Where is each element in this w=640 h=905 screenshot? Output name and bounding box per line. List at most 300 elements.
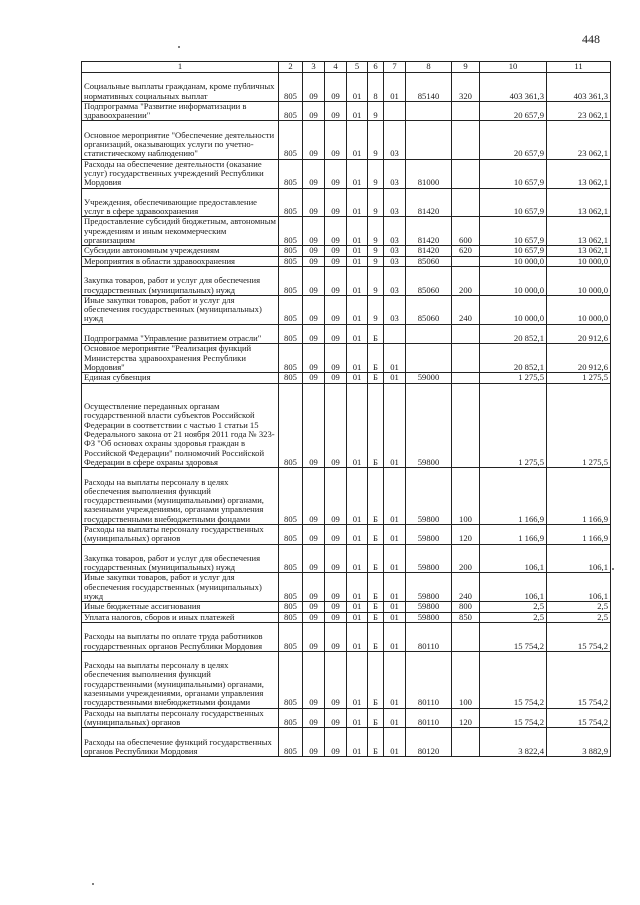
row-amount-year2: 15 754,2 (547, 651, 611, 708)
row-admin-code: 805 (279, 266, 303, 295)
row-subprogram-code: Б (368, 383, 384, 468)
row-expense-type (452, 188, 480, 217)
row-amount-year1: 106,1 (480, 544, 547, 573)
row-section-code: 09 (303, 217, 325, 246)
row-amount-year2: 1 275,5 (547, 373, 611, 383)
row-amount-year1: 1 275,5 (480, 383, 547, 468)
row-admin-code: 805 (279, 622, 303, 651)
row-subsection-code: 09 (325, 544, 347, 573)
row-expense-type: 100 (452, 468, 480, 525)
row-section-code: 09 (303, 246, 325, 256)
row-direction-code: 80110 (406, 651, 452, 708)
row-amount-year1: 106,1 (480, 573, 547, 602)
row-name: Расходы на выплаты персоналу государственных (муниципальных) органов (82, 524, 279, 544)
row-amount-year1: 20 852,1 (480, 324, 547, 344)
row-amount-year2: 10 000,0 (547, 295, 611, 324)
row-expense-type (452, 101, 480, 121)
row-activity-code: 01 (384, 468, 406, 525)
row-name: Единая субвенция (82, 373, 279, 383)
row-section-code: 09 (303, 324, 325, 344)
row-section-code: 09 (303, 602, 325, 612)
header-cell: 3 (303, 62, 325, 73)
table-row (82, 373, 611, 383)
row-subprogram-code: Б (368, 373, 384, 383)
row-amount-year1: 20 852,1 (480, 344, 547, 373)
row-activity-code: 01 (384, 524, 406, 544)
row-activity-code: 03 (384, 246, 406, 256)
row-activity-code: 03 (384, 217, 406, 246)
row-expense-type: 120 (452, 524, 480, 544)
row-name: Уплата налогов, сборов и иных платежей (82, 612, 279, 622)
row-activity-code: 01 (384, 73, 406, 102)
row-subsection-code: 09 (325, 217, 347, 246)
row-subsection-code: 09 (325, 266, 347, 295)
row-admin-code: 805 (279, 468, 303, 525)
row-name: Закупка товаров, работ и услуг для обеспечения государственных (муниципальных) нужд (82, 544, 279, 573)
row-subprogram-code: 9 (368, 256, 384, 266)
table-row (82, 344, 611, 373)
row-subprogram-code: Б (368, 612, 384, 622)
row-program-code: 01 (347, 295, 368, 324)
row-activity-code: 01 (384, 383, 406, 468)
row-direction-code (406, 101, 452, 121)
row-program-code: 01 (347, 728, 368, 757)
row-section-code: 09 (303, 468, 325, 525)
row-amount-year1: 20 657,9 (480, 121, 547, 159)
row-expense-type (452, 344, 480, 373)
row-name: Расходы на обеспечение функций государственных органов Республики Мордовия (82, 728, 279, 757)
row-activity-code: 03 (384, 159, 406, 188)
row-subsection-code: 09 (325, 344, 347, 373)
row-subsection-code: 09 (325, 524, 347, 544)
row-activity-code: 01 (384, 728, 406, 757)
row-admin-code: 805 (279, 121, 303, 159)
row-direction-code: 59800 (406, 383, 452, 468)
row-amount-year2: 13 062,1 (547, 159, 611, 188)
row-amount-year1: 10 657,9 (480, 246, 547, 256)
table-row (82, 188, 611, 217)
row-expense-type: 240 (452, 295, 480, 324)
row-subprogram-code: 9 (368, 188, 384, 217)
row-amount-year2: 403 361,3 (547, 73, 611, 102)
header-cell: 11 (547, 62, 611, 73)
row-program-code: 01 (347, 651, 368, 708)
row-amount-year1: 10 000,0 (480, 295, 547, 324)
row-admin-code: 805 (279, 612, 303, 622)
row-program-code: 01 (347, 73, 368, 102)
row-activity-code: 01 (384, 573, 406, 602)
header-cell: 1 (82, 62, 279, 73)
row-section-code: 09 (303, 544, 325, 573)
row-direction-code: 85060 (406, 295, 452, 324)
row-program-code: 01 (347, 622, 368, 651)
row-program-code: 01 (347, 217, 368, 246)
row-direction-code (406, 344, 452, 373)
table-row (82, 324, 611, 344)
row-direction-code: 80110 (406, 622, 452, 651)
table-row (82, 708, 611, 728)
table-row (82, 383, 611, 468)
row-program-code: 01 (347, 524, 368, 544)
row-amount-year1: 15 754,2 (480, 622, 547, 651)
row-subsection-code: 09 (325, 159, 347, 188)
row-subsection-code: 09 (325, 101, 347, 121)
table-row (82, 468, 611, 525)
row-direction-code: 59800 (406, 544, 452, 573)
row-name: Иные закупки товаров, работ и услуг для обеспечения государственных (муниципальных) нужд (82, 573, 279, 602)
row-name: Иные закупки товаров, работ и услуг для обеспечения государственных (муниципальных) нужд (82, 295, 279, 324)
row-program-code: 01 (347, 159, 368, 188)
row-expense-type: 200 (452, 544, 480, 573)
row-expense-type (452, 373, 480, 383)
row-expense-type: 240 (452, 573, 480, 602)
row-section-code: 09 (303, 612, 325, 622)
row-subsection-code: 09 (325, 188, 347, 217)
row-name: Основное мероприятие "Обеспечение деятельности организаций, оказывающих услуги по учетно-статистическому наблюдению" (82, 121, 279, 159)
row-subprogram-code: Б (368, 524, 384, 544)
row-amount-year1: 20 657,9 (480, 101, 547, 121)
row-name: Расходы на выплаты по оплате труда работников государственных органов Республики Мордовия (82, 622, 279, 651)
scan-speck (178, 46, 180, 48)
row-amount-year2: 3 882,9 (547, 728, 611, 757)
row-subsection-code: 09 (325, 373, 347, 383)
row-amount-year1: 10 657,9 (480, 188, 547, 217)
row-amount-year2: 15 754,2 (547, 708, 611, 728)
row-section-code: 09 (303, 295, 325, 324)
row-section-code: 09 (303, 188, 325, 217)
row-program-code: 01 (347, 468, 368, 525)
table-row (82, 159, 611, 188)
row-subsection-code: 09 (325, 295, 347, 324)
row-subprogram-code: Б (368, 544, 384, 573)
budget-table (81, 61, 611, 757)
header-cell: 8 (406, 62, 452, 73)
row-admin-code: 805 (279, 217, 303, 246)
row-activity-code: 01 (384, 651, 406, 708)
row-name: Социальные выплаты гражданам, кроме публичных нормативных социальных выплат (82, 73, 279, 102)
row-subsection-code: 09 (325, 602, 347, 612)
row-amount-year2: 23 062,1 (547, 101, 611, 121)
row-expense-type (452, 383, 480, 468)
row-subsection-code: 09 (325, 246, 347, 256)
row-section-code: 09 (303, 159, 325, 188)
row-amount-year2: 10 000,0 (547, 256, 611, 266)
row-amount-year1: 2,5 (480, 602, 547, 612)
row-program-code: 01 (347, 256, 368, 266)
row-direction-code: 81000 (406, 159, 452, 188)
row-amount-year2: 23 062,1 (547, 121, 611, 159)
row-activity-code: 03 (384, 188, 406, 217)
row-direction-code (406, 324, 452, 344)
row-amount-year2: 20 912,6 (547, 324, 611, 344)
row-amount-year1: 15 754,2 (480, 651, 547, 708)
row-amount-year1: 403 361,3 (480, 73, 547, 102)
row-direction-code: 59000 (406, 373, 452, 383)
row-subprogram-code: Б (368, 622, 384, 651)
row-direction-code: 59800 (406, 573, 452, 602)
header-cell: 9 (452, 62, 480, 73)
row-direction-code: 81420 (406, 246, 452, 256)
row-direction-code (406, 121, 452, 159)
row-activity-code: 03 (384, 266, 406, 295)
row-activity-code: 01 (384, 373, 406, 383)
row-admin-code: 805 (279, 651, 303, 708)
row-name: Расходы на выплаты персоналу государственных (муниципальных) органов (82, 708, 279, 728)
row-program-code: 01 (347, 324, 368, 344)
row-expense-type (452, 324, 480, 344)
row-direction-code: 59800 (406, 602, 452, 612)
row-expense-type: 800 (452, 602, 480, 612)
row-subprogram-code: Б (368, 602, 384, 612)
row-expense-type (452, 159, 480, 188)
row-section-code: 09 (303, 344, 325, 373)
table-row (82, 73, 611, 102)
row-amount-year2: 106,1 (547, 573, 611, 602)
row-amount-year2: 1 166,9 (547, 524, 611, 544)
row-name: Расходы на выплаты персоналу в целях обеспечения выполнения функций государственными (муниципальными) органами, казенными учреждениями, органами управления государственными внебюджетными фондами (82, 651, 279, 708)
row-activity-code: 01 (384, 344, 406, 373)
row-section-code: 09 (303, 524, 325, 544)
row-name: Иные бюджетные ассигнования (82, 602, 279, 612)
table-row (82, 544, 611, 573)
row-section-code: 09 (303, 573, 325, 602)
row-amount-year2: 106,1 (547, 544, 611, 573)
row-subprogram-code: 9 (368, 266, 384, 295)
row-amount-year2: 2,5 (547, 602, 611, 612)
row-expense-type (452, 728, 480, 757)
row-activity-code: 01 (384, 602, 406, 612)
row-expense-type (452, 622, 480, 651)
row-name: Закупка товаров, работ и услуг для обеспечения государственных (муниципальных) нужд (82, 266, 279, 295)
row-name: Мероприятия в области здравоохранения (82, 256, 279, 266)
row-activity-code (384, 324, 406, 344)
row-program-code: 01 (347, 246, 368, 256)
row-name: Расходы на выплаты персоналу в целях обеспечения выполнения функций государственными (муниципальными) органами, казенными учреждениями, органами управления государственными внебюджетными фондами (82, 468, 279, 525)
row-program-code: 01 (347, 101, 368, 121)
row-subprogram-code: Б (368, 708, 384, 728)
row-subprogram-code: Б (368, 573, 384, 602)
row-section-code: 09 (303, 121, 325, 159)
row-name: Подпрограмма "Развитие информатизации в здравоохранении" (82, 101, 279, 121)
row-expense-type (452, 256, 480, 266)
row-admin-code: 805 (279, 544, 303, 573)
row-name: Учреждения, обеспечивающие предоставление услуг в сфере здравоохранения (82, 188, 279, 217)
row-direction-code: 59800 (406, 612, 452, 622)
row-expense-type: 850 (452, 612, 480, 622)
row-program-code: 01 (347, 266, 368, 295)
row-program-code: 01 (347, 344, 368, 373)
row-admin-code: 805 (279, 708, 303, 728)
row-subsection-code: 09 (325, 383, 347, 468)
row-subprogram-code: 9 (368, 246, 384, 256)
row-admin-code: 805 (279, 246, 303, 256)
row-subsection-code: 09 (325, 708, 347, 728)
row-admin-code: 805 (279, 256, 303, 266)
row-section-code: 09 (303, 373, 325, 383)
row-activity-code: 03 (384, 256, 406, 266)
table-row (82, 295, 611, 324)
row-expense-type: 620 (452, 246, 480, 256)
row-program-code: 01 (347, 373, 368, 383)
row-subprogram-code: Б (368, 651, 384, 708)
row-activity-code: 01 (384, 622, 406, 651)
row-subprogram-code: 9 (368, 159, 384, 188)
row-subprogram-code: Б (368, 728, 384, 757)
row-subprogram-code: Б (368, 468, 384, 525)
row-expense-type: 120 (452, 708, 480, 728)
row-amount-year2: 15 754,2 (547, 622, 611, 651)
row-section-code: 09 (303, 708, 325, 728)
row-admin-code: 805 (279, 524, 303, 544)
row-admin-code: 805 (279, 602, 303, 612)
row-direction-code: 59800 (406, 524, 452, 544)
row-activity-code: 01 (384, 612, 406, 622)
row-activity-code: 03 (384, 295, 406, 324)
row-direction-code: 85060 (406, 256, 452, 266)
row-subsection-code: 09 (325, 612, 347, 622)
row-name: Осуществление переданных органам государственной власти субъектов Российской Федерации в соответствии с частью 1 статьи 15 Федерального закона от 21 ноября 2011 года № 323-ФЗ "Об основах охраны здоровья граждан в Российской Федерации" полномочий Российской Федерации в сфере охраны здоровья (82, 383, 279, 468)
row-admin-code: 805 (279, 73, 303, 102)
row-program-code: 01 (347, 708, 368, 728)
row-subprogram-code: 9 (368, 217, 384, 246)
row-admin-code: 805 (279, 188, 303, 217)
header-cell: 4 (325, 62, 347, 73)
row-activity-code: 01 (384, 544, 406, 573)
row-section-code: 09 (303, 101, 325, 121)
table-row (82, 622, 611, 651)
row-direction-code: 81420 (406, 217, 452, 246)
row-amount-year1: 1 166,9 (480, 524, 547, 544)
row-direction-code: 85060 (406, 266, 452, 295)
table-row (82, 612, 611, 622)
scan-speck (612, 568, 614, 570)
row-program-code: 01 (347, 544, 368, 573)
row-amount-year1: 1 166,9 (480, 468, 547, 525)
row-program-code: 01 (347, 612, 368, 622)
row-subsection-code: 09 (325, 573, 347, 602)
row-activity-code (384, 101, 406, 121)
row-expense-type: 100 (452, 651, 480, 708)
row-amount-year2: 1 275,5 (547, 383, 611, 468)
row-name: Основное мероприятие "Реализация функций Министерства здравоохранения Республики Мордовия" (82, 344, 279, 373)
row-amount-year2: 13 062,1 (547, 246, 611, 256)
row-expense-type: 320 (452, 73, 480, 102)
row-direction-code: 59800 (406, 468, 452, 525)
row-section-code: 09 (303, 651, 325, 708)
page-number: 448 (582, 32, 600, 46)
row-amount-year1: 1 275,5 (480, 373, 547, 383)
header-cell: 7 (384, 62, 406, 73)
row-section-code: 09 (303, 266, 325, 295)
row-program-code: 01 (347, 383, 368, 468)
table-row (82, 651, 611, 708)
table-row (82, 121, 611, 159)
header-cell: 10 (480, 62, 547, 73)
table-row (82, 524, 611, 544)
row-admin-code: 805 (279, 159, 303, 188)
table-row (82, 101, 611, 121)
row-name: Подпрограмма "Управление развитием отрасли" (82, 324, 279, 344)
row-subsection-code: 09 (325, 256, 347, 266)
row-amount-year1: 10 657,9 (480, 159, 547, 188)
table-row (82, 728, 611, 757)
scan-speck (92, 883, 94, 885)
row-program-code: 01 (347, 121, 368, 159)
row-name: Расходы на обеспечение деятельности (оказание услуг) государственных учреждений Республики Мордовия (82, 159, 279, 188)
row-admin-code: 805 (279, 373, 303, 383)
row-direction-code: 80120 (406, 728, 452, 757)
row-amount-year1: 10 000,0 (480, 266, 547, 295)
row-subsection-code: 09 (325, 121, 347, 159)
row-admin-code: 805 (279, 728, 303, 757)
row-subsection-code: 09 (325, 468, 347, 525)
row-name: Предоставление субсидий бюджетным, автономным учреждениям и иным некоммерческим организациям (82, 217, 279, 246)
row-amount-year1: 2,5 (480, 612, 547, 622)
row-amount-year2: 13 062,1 (547, 217, 611, 246)
row-section-code: 09 (303, 383, 325, 468)
row-amount-year1: 15 754,2 (480, 708, 547, 728)
row-amount-year1: 10 657,9 (480, 217, 547, 246)
row-amount-year1: 10 000,0 (480, 256, 547, 266)
table-header-row (82, 62, 611, 73)
row-amount-year2: 1 166,9 (547, 468, 611, 525)
row-subprogram-code: 9 (368, 295, 384, 324)
row-subprogram-code: Б (368, 344, 384, 373)
row-admin-code: 805 (279, 295, 303, 324)
row-activity-code: 01 (384, 708, 406, 728)
row-admin-code: 805 (279, 324, 303, 344)
header-cell: 5 (347, 62, 368, 73)
row-program-code: 01 (347, 188, 368, 217)
header-cell: 2 (279, 62, 303, 73)
row-subprogram-code: Б (368, 324, 384, 344)
row-subsection-code: 09 (325, 622, 347, 651)
row-section-code: 09 (303, 622, 325, 651)
row-admin-code: 805 (279, 101, 303, 121)
row-subprogram-code: 9 (368, 101, 384, 121)
row-subsection-code: 09 (325, 651, 347, 708)
row-direction-code: 81420 (406, 188, 452, 217)
row-section-code: 09 (303, 256, 325, 266)
row-admin-code: 805 (279, 344, 303, 373)
row-expense-type: 200 (452, 266, 480, 295)
row-amount-year1: 3 822,4 (480, 728, 547, 757)
row-subprogram-code: 9 (368, 121, 384, 159)
row-program-code: 01 (347, 573, 368, 602)
row-program-code: 01 (347, 602, 368, 612)
row-expense-type (452, 121, 480, 159)
row-expense-type: 600 (452, 217, 480, 246)
row-activity-code: 03 (384, 121, 406, 159)
row-subsection-code: 09 (325, 73, 347, 102)
row-subprogram-code: 8 (368, 73, 384, 102)
row-amount-year2: 13 062,1 (547, 188, 611, 217)
row-admin-code: 805 (279, 573, 303, 602)
row-subsection-code: 09 (325, 324, 347, 344)
row-admin-code: 805 (279, 383, 303, 468)
row-amount-year2: 2,5 (547, 612, 611, 622)
table-row (82, 266, 611, 295)
table-row (82, 256, 611, 266)
row-amount-year2: 20 912,6 (547, 344, 611, 373)
row-section-code: 09 (303, 728, 325, 757)
row-name: Субсидии автономным учреждениям (82, 246, 279, 256)
row-direction-code: 85140 (406, 73, 452, 102)
table-row (82, 602, 611, 612)
table-row (82, 246, 611, 256)
row-subsection-code: 09 (325, 728, 347, 757)
table-row (82, 217, 611, 246)
